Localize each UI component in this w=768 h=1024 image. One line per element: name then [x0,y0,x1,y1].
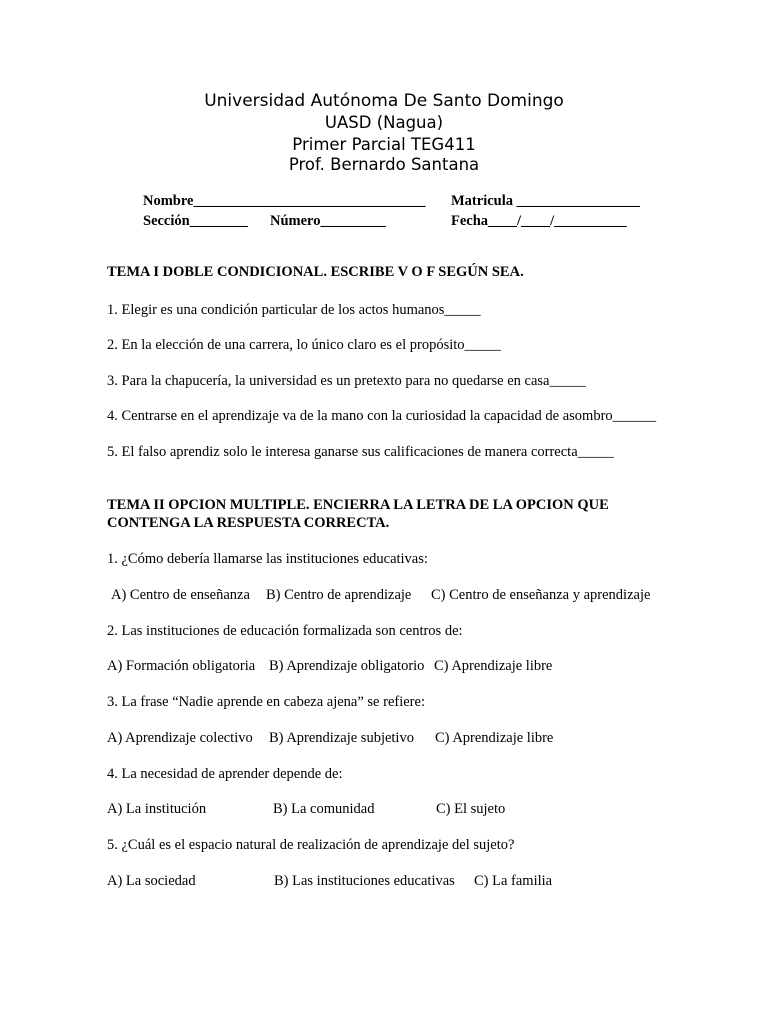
tema2-heading-line1: TEMA II OPCION MULTIPLE. ENCIERRA LA LETRA DE LA OPCION QUE [107,497,609,513]
exam-title: Primer Parcial TEG411 [292,135,476,154]
tema2-question: 1. ¿Cómo debería llamarse las instituciones educativas: [107,551,428,567]
option-b: B) Aprendizaje subjetivo [269,730,414,746]
option-a: A) Formación obligatoria [107,658,256,674]
option-b: B) Las instituciones educativas [274,873,455,889]
option-a: A) La sociedad [107,873,196,889]
matricula-field: Matricula _________________ [451,193,640,209]
tema1-item: 4. Centrarse en el aprendizaje va de la mano con la curiosidad la capacidad de asombro______ [107,408,657,424]
tema2-question: 4. La necesidad de aprender depende de: [107,766,343,782]
tema2-question: 5. ¿Cuál es el espacio natural de realización de aprendizaje del sujeto? [107,837,515,853]
option-b: B) Aprendizaje obligatorio [269,658,425,674]
campus-title: UASD (Nagua) [324,113,444,132]
tema2-question: 2. Las instituciones de educación formalizada son centros de: [107,623,463,639]
option-a: A) Aprendizaje colectivo [107,730,253,746]
professor-name: Prof. Bernardo Santana [288,155,480,174]
option-c: C) La familia [474,873,553,889]
seccion-field: Sección________ [143,213,248,229]
option-c: C) Centro de enseñanza y aprendizaje [431,587,651,603]
numero-field: Número_________ [270,213,386,229]
tema1-item: 3. Para la chapucería, la universidad es un pretexto para no quedarse en casa_____ [107,373,586,389]
university-title: Universidad Autónoma De Santo Domingo [204,91,564,111]
tema2-heading-line2: CONTENGA LA RESPUESTA CORRECTA. [107,515,390,531]
option-c: C) Aprendizaje libre [435,730,554,746]
option-c: C) El sujeto [436,801,506,817]
option-a: A) La institución [107,801,207,817]
option-b: B) La comunidad [273,801,375,817]
tema2-question: 3. La frase “Nadie aprende en cabeza ajena” se refiere: [107,694,425,710]
nombre-field: Nombre________________________________ [143,193,426,209]
option-b: B) Centro de aprendizaje [266,587,412,603]
option-a: A) Centro de enseñanza [111,587,250,603]
tema1-item: 2. En la elección de una carrera, lo único claro es el propósito_____ [107,337,501,353]
tema1-item: 1. Elegir es una condición particular de los actos humanos_____ [107,302,481,318]
fecha-field: Fecha____/____/__________ [451,213,627,229]
option-c: C) Aprendizaje libre [434,658,553,674]
tema1-heading: TEMA I DOBLE CONDICIONAL. ESCRIBE V O F SEGÚN SEA. [107,264,524,280]
tema1-item: 5. El falso aprendiz solo le interesa ganarse sus calificaciones de manera correcta_____ [107,444,614,460]
